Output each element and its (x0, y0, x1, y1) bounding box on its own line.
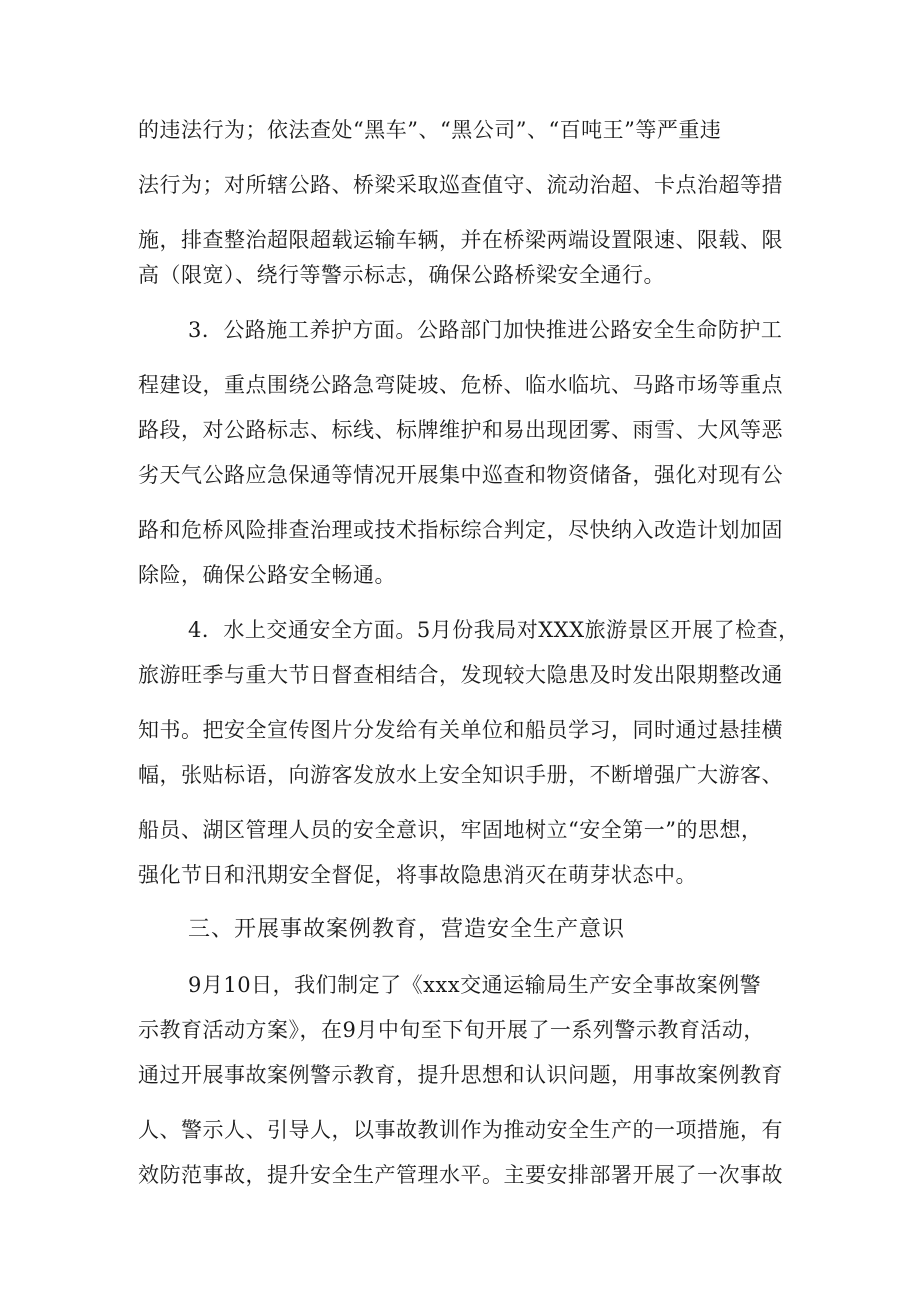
body-text-line: 的违法行为；依法查处“黑车”、“黑公司”、“百吨王”等严重违 (138, 118, 722, 142)
body-text-line: 施，排查整治超限超载运输车辆，并在桥梁两端设置限速、限载、限 (138, 228, 783, 252)
section-heading: 三、开展事故案例教育，营造安全生产意识 (188, 917, 626, 942)
body-text-line: 强化节日和汛期安全督促，将事故隐患消灭在萌芽状态中。 (138, 863, 697, 887)
body-text-line: 4．水上交通安全方面。5月份我局对XXX旅游景区开展了检查， (188, 618, 800, 642)
body-text-line: 程建设，重点围绕公路急弯陡坡、危桥、临水临坑、马路市场等重点 (138, 373, 783, 397)
body-text-line: 幅，张贴标语，向游客发放水上安全知识手册，不断增强广大游客、 (138, 763, 783, 787)
body-text-line: 效防范事故，提升安全生产管理水平。主要安排部署开展了一次事故 (138, 1163, 783, 1187)
body-text-line: 路段，对公路标志、标线、标牌维护和易出现团雾、雨雪、大风等恶 (138, 418, 783, 442)
body-text-line: 除险，确保公路安全畅通。 (138, 563, 396, 587)
body-text-line: 3．公路施工养护方面。公路部门加快推进公路安全生命防护工 (188, 318, 783, 342)
body-text-line: 9月10日，我们制定了《xxx交通运输局生产安全事故案例警 (188, 973, 762, 997)
body-text-line: 船员、湖区管理人员的安全意识，牢固地树立“安全第一”的思想， (138, 818, 763, 842)
body-text-line: 法行为；对所辖公路、桥梁采取巡查值守、流动治超、卡点治超等措 (138, 173, 783, 197)
body-text-line: 示教育活动方案》，在9月中旬至下旬开展了一系列警示教育活动， (138, 1018, 765, 1042)
body-text-line: 路和危桥风险排查治理或技术指标综合判定，尽快纳入改造计划加固 (138, 518, 783, 542)
body-text-line: 人、警示人、引导人，以事故教训作为推动安全生产的一项措施，有 (138, 1118, 783, 1142)
body-text-line: 劣天气公路应急保通等情况开展集中巡查和物资储备，强化对现有公 (138, 463, 783, 487)
body-text-line: 旅游旺季与重大节日督查相结合，发现较大隐患及时发出限期整改通 (138, 663, 783, 687)
body-text-line: 知书。把安全宣传图片分发给有关单位和船员学习，同时通过悬挂横 (138, 718, 783, 742)
body-text-line: 通过开展事故案例警示教育，提升思想和认识问题，用事故案例教育 (138, 1063, 783, 1087)
body-text-line: 高（限宽）、绕行等警示标志，确保公路桥梁安全通行。 (138, 263, 665, 287)
